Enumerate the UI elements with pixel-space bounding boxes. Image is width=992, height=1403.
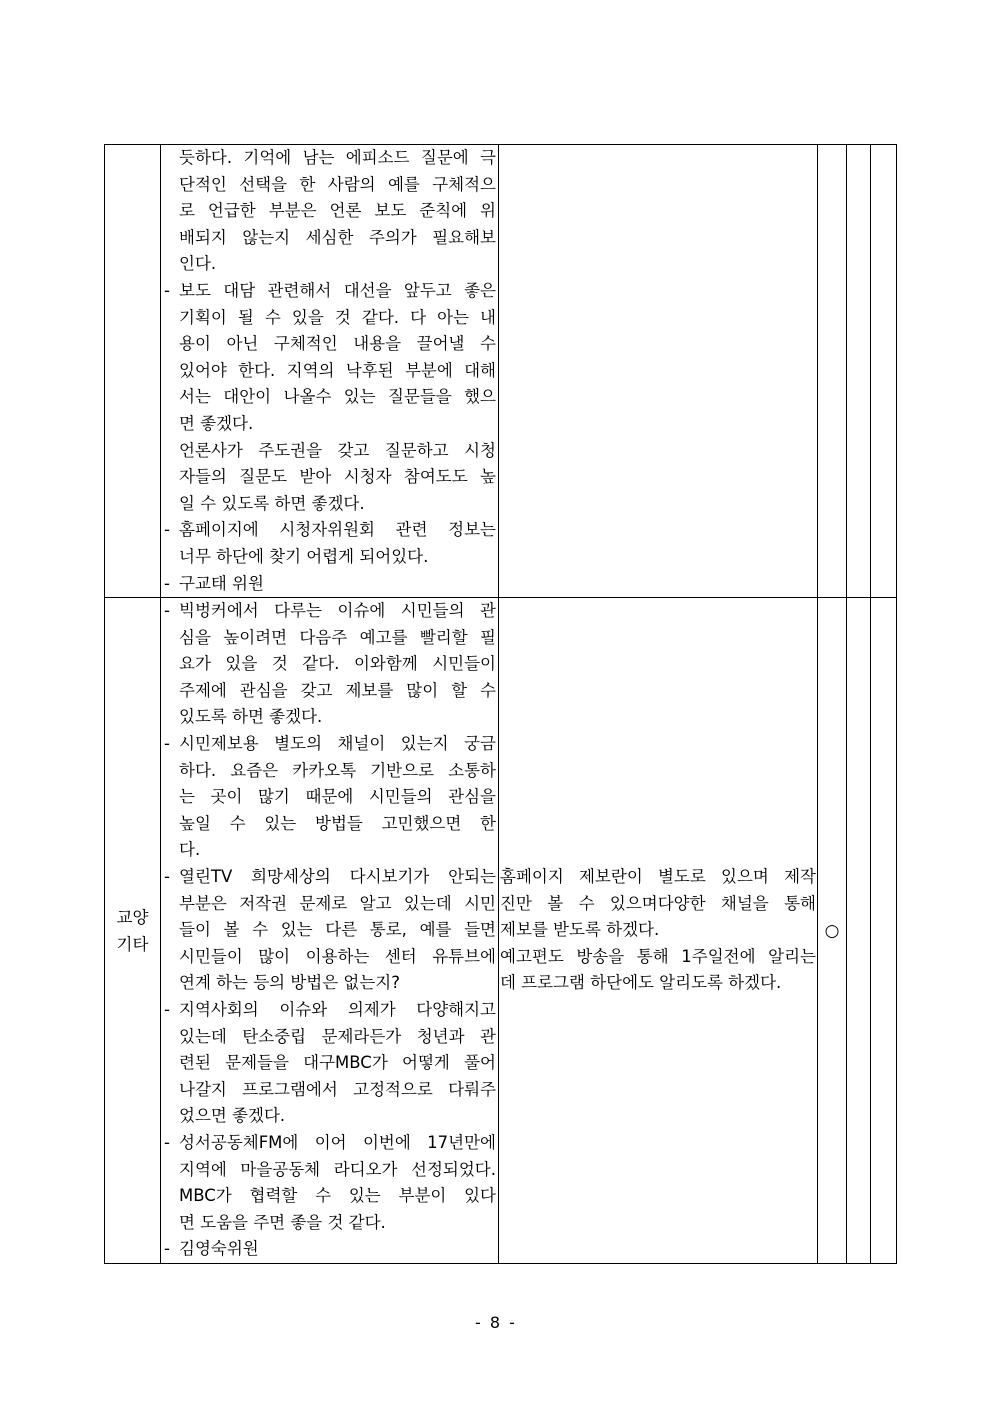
opinion-text: 련된 문제들을 대구MBC가 어떻게 풀어	[179, 1053, 496, 1073]
opinion-line	[161, 864, 496, 891]
opinion-line	[161, 1077, 496, 1104]
opinion-line	[161, 305, 496, 332]
response-cell	[499, 598, 818, 1264]
opinion-line	[161, 970, 496, 997]
opinion-line	[161, 1183, 496, 1210]
bullet-dash: -	[164, 1000, 170, 1019]
opinion-text: 요가 있을 것 같다. 이와함께 시민들이	[179, 654, 496, 674]
category-label-line-1: 교양	[116, 907, 149, 927]
opinion-line	[161, 145, 496, 172]
opinion-line	[161, 758, 496, 785]
opinion-line	[161, 944, 496, 971]
bullet-dash: -	[164, 280, 170, 300]
opinion-line	[161, 837, 496, 864]
empty-cell	[871, 145, 897, 598]
opinion-line	[161, 438, 496, 465]
opinion-text: 너무 하단에 찾기 어렵게 되어있다.	[179, 546, 429, 566]
response-line: 홈페이지 제보란이 별도로 있으며 제작	[500, 867, 816, 887]
opinion-line	[161, 651, 496, 678]
opinion-line	[161, 1210, 496, 1237]
opinion-text: 심을 높이려면 다음주 예고를 빨리할 필	[179, 627, 496, 647]
empty-cell	[871, 598, 897, 1264]
opinion-line	[161, 517, 496, 544]
opinion-text: 부분은 저작권 문제로 알고 있는데 시민	[179, 893, 496, 913]
opinion-line	[161, 704, 496, 731]
opinion-line	[161, 1103, 496, 1130]
opinion-text: 열린TV 희망세상의 다시보기가 안되는	[179, 867, 496, 887]
opinion-text: 면 도움을 주면 좋을 것 같다.	[179, 1212, 386, 1232]
response-cell	[499, 145, 818, 598]
opinion-line	[161, 1130, 496, 1157]
opinion-line	[161, 172, 496, 199]
check-mark-cell	[818, 145, 847, 598]
opinion-line	[161, 331, 496, 358]
opinion-text: 면 좋겠다.	[179, 413, 254, 433]
page-number: - 8 -	[475, 1313, 517, 1332]
opinion-text: 시민제보용 별도의 채널이 있는지 궁금	[179, 734, 496, 754]
opinion-text: 인다.	[179, 254, 217, 274]
opinion-line	[161, 384, 496, 411]
opinion-text: 연계 하는 등의 방법은 없는지?	[179, 973, 401, 993]
opinion-line	[161, 225, 496, 252]
opinion-line	[161, 1236, 496, 1263]
bullet-dash: -	[164, 520, 170, 540]
opinion-cell	[161, 145, 499, 598]
bullet-dash: -	[164, 1239, 170, 1259]
opinion-text: 구교태 위원	[179, 573, 264, 593]
check-mark-cell: ○	[818, 598, 847, 1264]
opinion-text: 있도록 하면 좋겠다.	[179, 707, 323, 727]
opinion-text: 빅벙커에서 다루는 이슈에 시민들의 관	[179, 601, 496, 621]
opinion-line	[161, 678, 496, 705]
opinion-text: 지역사회의 이슈와 의제가 다양해지고	[179, 1000, 496, 1019]
bullet-dash: -	[164, 601, 170, 621]
opinion-text: 보도 대담 관련해서 대선을 앞두고 좋은	[179, 280, 496, 300]
opinion-text: 일 수 있도록 하면 좋겠다.	[179, 493, 365, 513]
opinion-line	[161, 251, 496, 278]
table-row	[105, 598, 897, 1264]
opinion-line	[161, 464, 496, 491]
opinion-line	[161, 1024, 496, 1051]
opinion-text: 주제에 관심을 갖고 제보를 많이 할 수	[179, 680, 496, 700]
opinion-line	[161, 625, 496, 652]
opinion-text: 자들의 질문도 받아 시청자 참여도도 높	[179, 467, 496, 487]
opinion-cell	[161, 598, 499, 1264]
category-cell	[105, 145, 161, 598]
opinion-text: 홈페이지에 시청자위원회 관련 정보는	[179, 520, 496, 540]
opinion-text: 배되지 않는지 세심한 주의가 필요해보	[179, 227, 496, 247]
opinion-line	[161, 571, 496, 598]
opinion-text: 성서공동체FM에 이어 이번에 17년만에	[179, 1132, 496, 1152]
opinion-text: 하다. 요즘은 카카오톡 기반으로 소통하	[179, 760, 496, 780]
opinion-text: 서는 대안이 나올수 있는 질문들을 했으	[179, 387, 496, 407]
opinion-text: 로 언급한 부분은 언론 보도 준칙에 위	[179, 201, 496, 221]
bullet-dash: -	[164, 734, 170, 754]
opinion-line	[161, 544, 496, 571]
bullet-dash: -	[164, 1132, 170, 1152]
opinion-line	[161, 917, 496, 944]
opinion-line	[161, 1050, 496, 1077]
opinion-text: 높일 수 있는 방법들 고민했으면 한	[179, 813, 496, 833]
opinion-line	[161, 491, 496, 518]
response-line: 예고편도 방송을 통해 1주일전에 알리는	[500, 946, 816, 966]
opinion-text: 었으면 좋겠다.	[179, 1106, 286, 1126]
bullet-dash: -	[164, 573, 170, 593]
opinion-text: 듯하다. 기억에 남는 에피소드 질문에 극	[179, 148, 496, 167]
opinion-line	[161, 358, 496, 385]
opinion-line	[161, 1157, 496, 1184]
opinion-text: 언론사가 주도권을 갖고 질문하고 시청	[179, 440, 496, 460]
opinion-text: 다.	[179, 840, 201, 860]
empty-cell	[847, 598, 871, 1264]
opinion-line	[161, 784, 496, 811]
opinion-text: 용이 아닌 구체적인 내용을 끌어낼 수	[179, 334, 496, 354]
opinion-line	[161, 598, 496, 625]
minutes-table	[104, 144, 897, 1264]
opinion-line	[161, 198, 496, 225]
opinion-text: 기획이 될 수 있을 것 같다. 다 아는 내	[179, 307, 496, 327]
table-row	[105, 145, 897, 598]
opinion-text: 는 곳이 많기 때문에 시민들의 관심을	[179, 787, 496, 807]
response-line: 제보를 받도록 하겠다.	[500, 920, 660, 940]
opinion-text: 있는데 탄소중립 문제라든가 청년과 관	[179, 1026, 496, 1046]
opinion-text: 김영숙위원	[179, 1239, 259, 1259]
opinion-text: 시민들이 많이 이용하는 센터 유튜브에	[179, 946, 496, 966]
opinion-text: 들이 볼 수 있는 다른 통로, 예를 들면	[179, 920, 496, 940]
opinion-line	[161, 811, 496, 838]
category-cell	[105, 598, 161, 1264]
empty-cell	[847, 145, 871, 598]
bullet-dash: -	[164, 867, 170, 887]
response-line: 진만 볼 수 있으며다양한 채널을 통해	[500, 893, 816, 913]
opinion-line	[161, 891, 496, 918]
opinion-line	[161, 997, 496, 1024]
opinion-text: 있어야 한다. 지역의 낙후된 부분에 대해	[179, 360, 496, 380]
opinion-line	[161, 411, 496, 438]
opinion-text: MBC가 협력할 수 있는 부분이 있다	[179, 1186, 496, 1206]
opinion-line	[161, 278, 496, 305]
opinion-text: 지역에 마을공동체 라디오가 선정되었다.	[179, 1159, 496, 1179]
opinion-text: 나갈지 프로그램에서 고정적으로 다뤄주	[179, 1079, 496, 1099]
opinion-line	[161, 731, 496, 758]
category-label-line-2: 기타	[116, 934, 149, 954]
opinion-text: 단적인 선택을 한 사람의 예를 구체적으	[179, 174, 496, 194]
response-line: 데 프로그램 하단에도 알리도록 하겠다.	[500, 973, 782, 993]
